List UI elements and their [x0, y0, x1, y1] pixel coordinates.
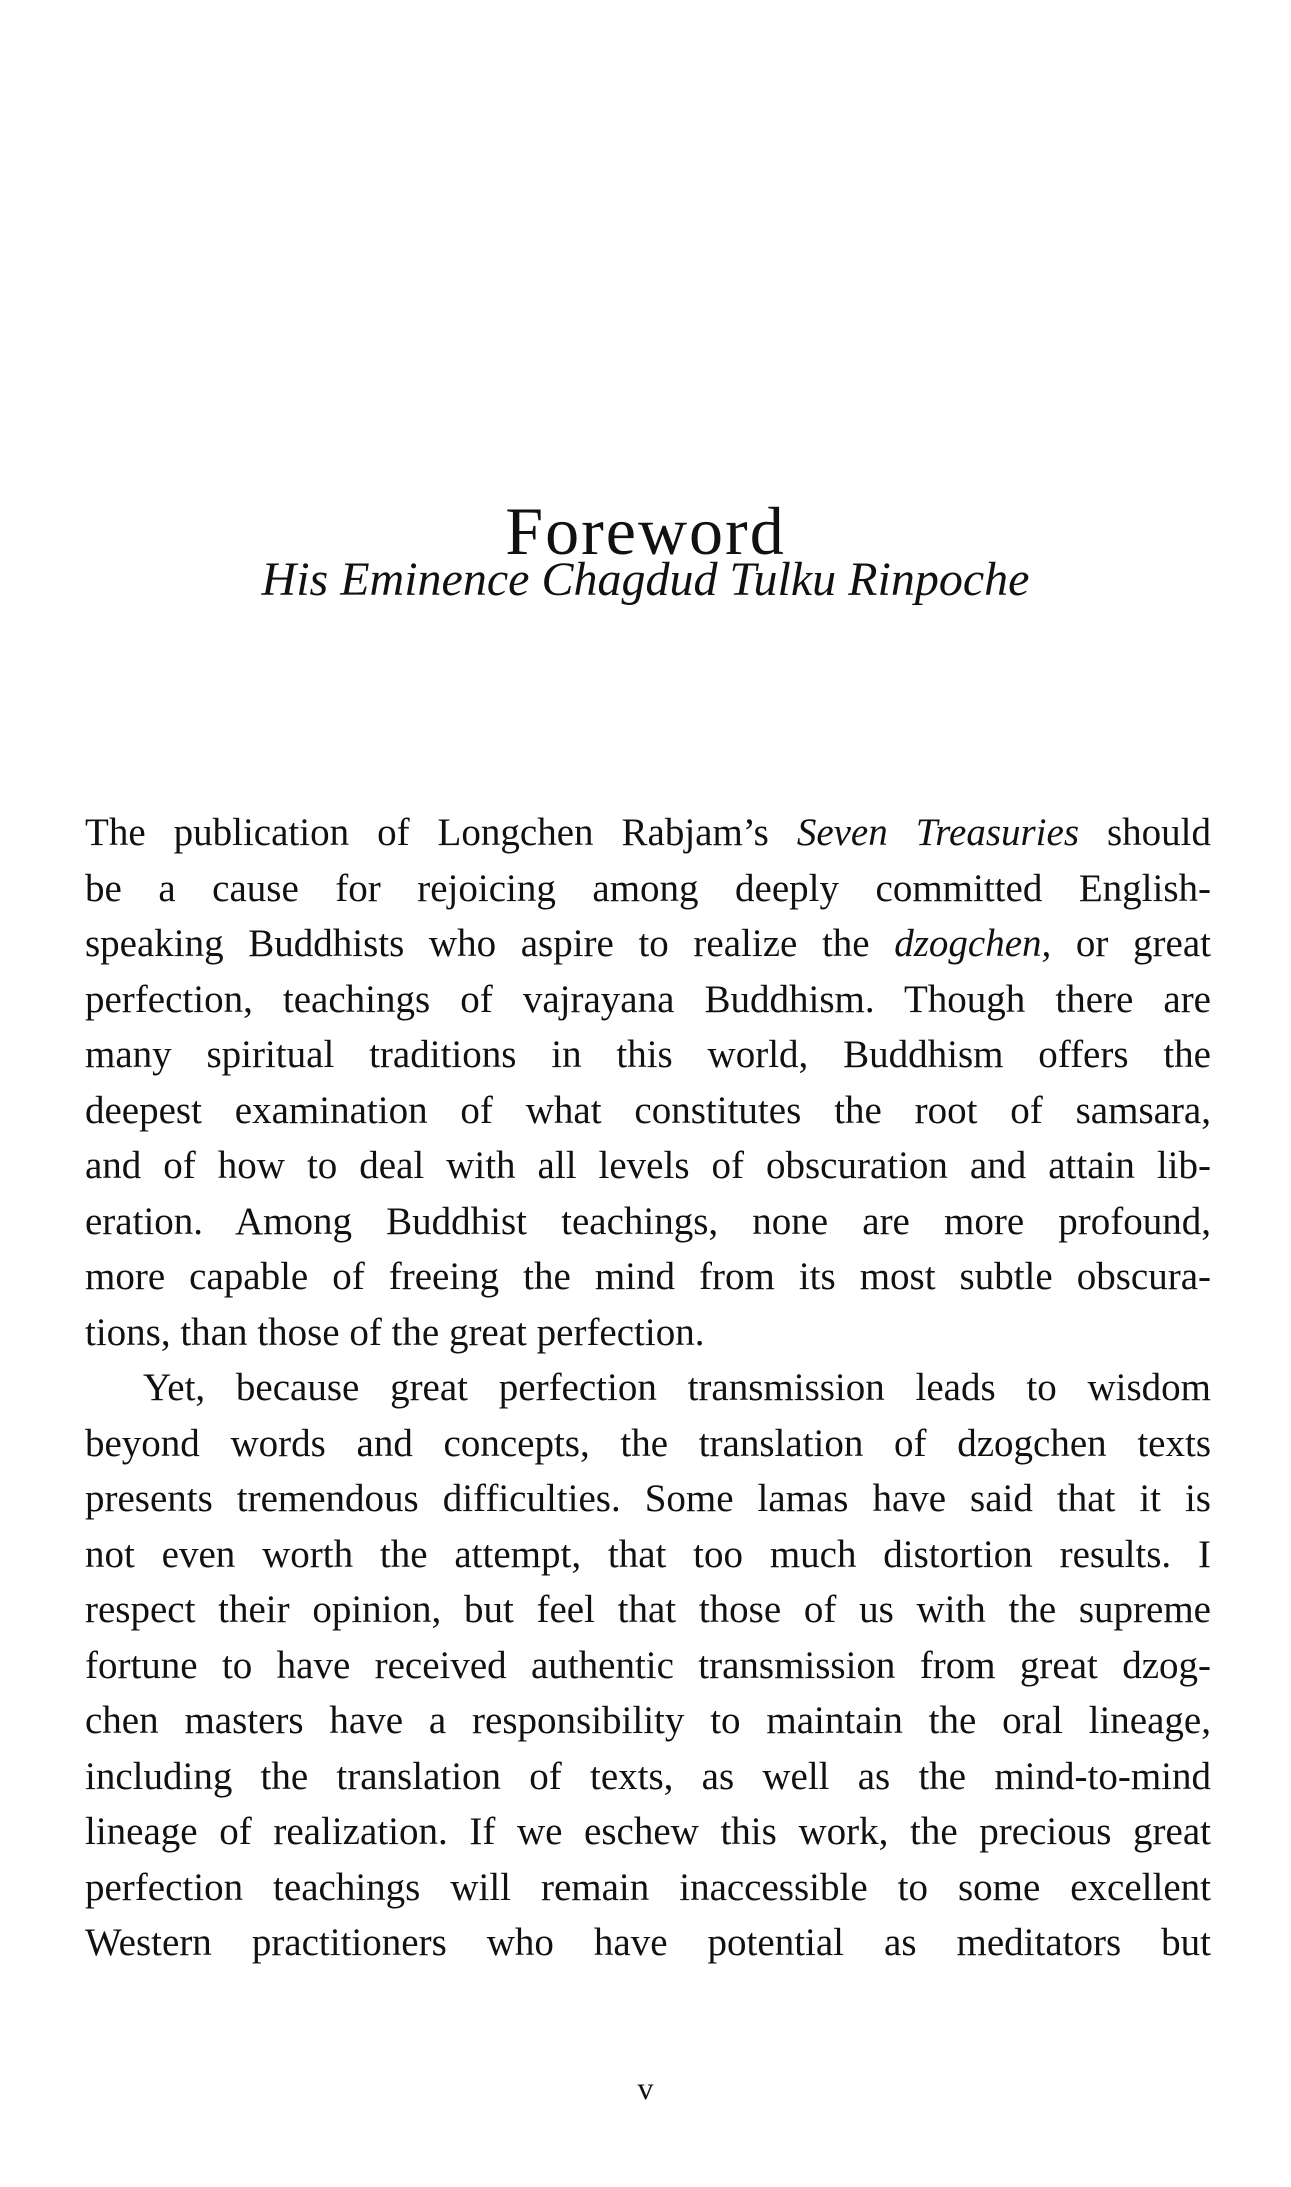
text-line: eration. Among Buddhist teachings, none are more profound,	[85, 1199, 1211, 1243]
paragraph-1	[85, 805, 1211, 1360]
text-line: many spiritual traditions in this world, Buddhism offers the	[85, 1033, 1211, 1076]
text-line: chen masters have a responsibility to maintain the oral lineage,	[85, 1699, 1211, 1742]
text-line: speaking Buddhists who aspire to realize the dzogchen, or great	[85, 922, 1211, 965]
foreword-body	[85, 805, 1211, 1971]
text-line: respect their opinion, but feel that those of us with the supreme	[85, 1588, 1211, 1631]
text-line: deepest examination of what constitutes the root of samsara,	[85, 1088, 1211, 1132]
text-line: perfection teachings will remain inaccessible to some excellent	[85, 1865, 1211, 1909]
author-byline: His Eminence Chagdud Tulku Rinpoche	[261, 553, 1030, 606]
book-title-emphasis: Seven Treasuries	[796, 811, 1079, 854]
text-line: more capable of freeing the mind from its most subtle obscura-	[85, 1255, 1211, 1298]
text-line: tions, than those of the great perfection.	[85, 1310, 705, 1354]
text-line: fortune to have received authentic transmission from great dzog-	[85, 1643, 1211, 1687]
text-line: presents tremendous difficulties. Some lamas have said that it is	[85, 1477, 1211, 1520]
text-line: and of how to deal with all levels of obscuration and attain lib-	[85, 1144, 1211, 1187]
text-line: lineage of realization. If we eschew this work, the precious great	[85, 1810, 1211, 1853]
text-line: beyond words and concepts, the translation of dzogchen texts	[85, 1421, 1211, 1465]
paragraph-2	[85, 1360, 1211, 1971]
term-emphasis: dzogchen,	[894, 922, 1052, 965]
page-title: Foreword	[505, 492, 786, 569]
text-line: including the translation of texts, as well as the mind-to-mind	[85, 1754, 1211, 1798]
text-line: be a cause for rejoicing among deeply committed English-	[85, 866, 1211, 910]
text-line: Yet, because great perfection transmission leads to wisdom	[143, 1366, 1211, 1409]
text-line: The publication of Longchen Rabjam’s Seven Treasuries should	[85, 811, 1212, 854]
page-number: v	[637, 2070, 654, 2106]
text-line: perfection, teachings of vajrayana Buddhism. Though there are	[85, 977, 1211, 1021]
text-line: not even worth the attempt, that too much distortion results. I	[85, 1532, 1211, 1576]
text-line: Western practitioners who have potential as meditators but	[85, 1921, 1211, 1964]
